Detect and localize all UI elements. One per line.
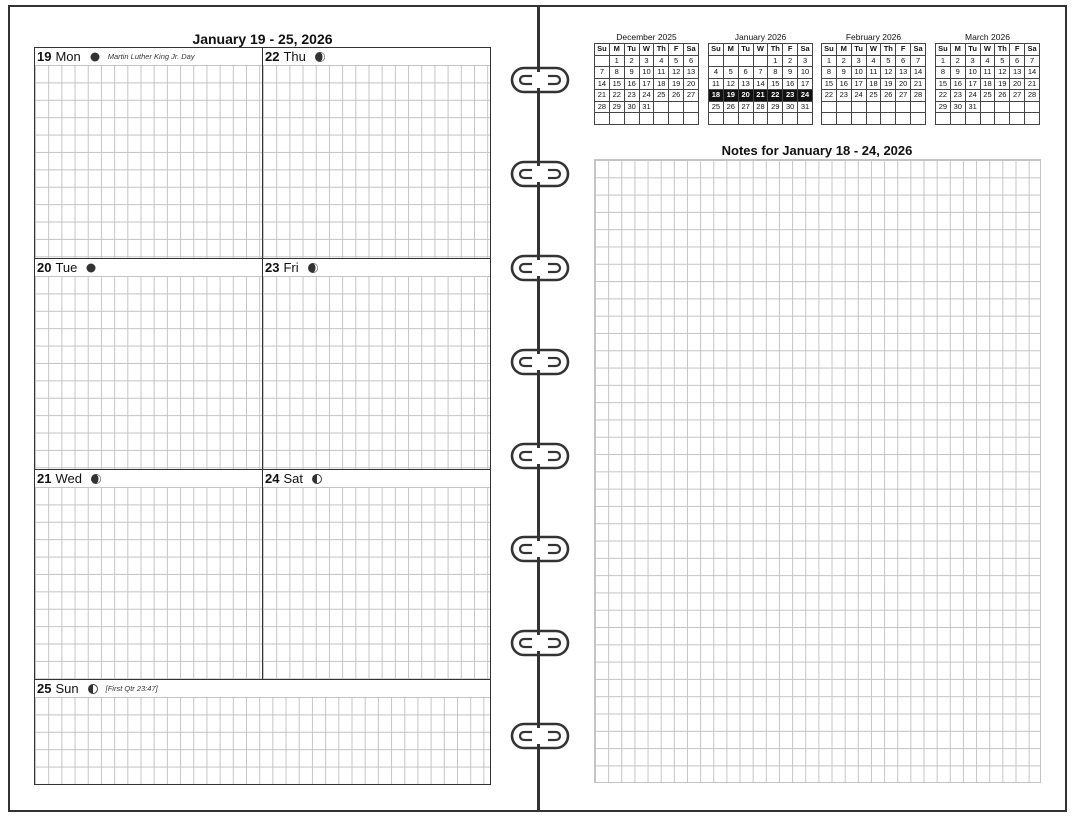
calendar-day[interactable]: 26: [881, 90, 896, 102]
weekday-header: F: [1010, 44, 1025, 56]
calendar-day: [723, 55, 738, 67]
calendar-day[interactable]: 2: [624, 55, 639, 67]
calendar-day[interactable]: 31: [639, 101, 654, 113]
weekday-header: Th: [995, 44, 1010, 56]
calendar-day[interactable]: 18: [980, 78, 995, 90]
new-moon-icon: [86, 263, 104, 273]
calendar-day: [1025, 101, 1040, 113]
calendar-day[interactable]: 27: [1010, 90, 1025, 102]
calendar-day: [836, 113, 851, 125]
weekday-header: W: [639, 44, 654, 56]
calendar-day[interactable]: 24: [965, 90, 980, 102]
calendar-day[interactable]: 1: [936, 55, 951, 67]
calendar-day: [684, 101, 699, 113]
calendar-day[interactable]: 4: [709, 67, 724, 79]
calendar-day[interactable]: 4: [654, 55, 669, 67]
day-grid[interactable]: [263, 65, 490, 258]
calendar-day: [654, 101, 669, 113]
calendar-day[interactable]: 30: [950, 101, 965, 113]
calendar-day[interactable]: 14: [753, 78, 768, 90]
day-number: 23: [265, 260, 280, 275]
mini-calendar: [821, 32, 926, 125]
calendar-day: [709, 55, 724, 67]
weekday-header: Su: [822, 44, 837, 56]
mini-calendar: [708, 32, 813, 125]
calendar-day: [836, 101, 851, 113]
day-grid[interactable]: [35, 65, 262, 258]
mini-calendar-title: February 2026: [845, 32, 902, 42]
day-note: [First Qtr 23:47]: [105, 684, 158, 693]
calendar-day[interactable]: 22: [768, 90, 783, 102]
calendar-day: [738, 113, 753, 125]
calendar-day[interactable]: 4: [980, 55, 995, 67]
calendar-day[interactable]: 1: [609, 55, 624, 67]
calendar-day[interactable]: 28: [595, 101, 610, 113]
day-box-thu[interactable]: [262, 47, 491, 259]
first-quarter-icon: [88, 684, 106, 694]
calendar-day[interactable]: 12: [995, 67, 1010, 79]
calendar-day[interactable]: 30: [783, 101, 798, 113]
weekday-header: Th: [881, 44, 896, 56]
mini-calendar-title: March 2026: [965, 32, 1010, 42]
calendar-day: [881, 101, 896, 113]
calendar-day[interactable]: 21: [753, 90, 768, 102]
calendar-day[interactable]: 10: [965, 67, 980, 79]
calendar-day[interactable]: 17: [851, 78, 866, 90]
calendar-day[interactable]: 20: [896, 78, 911, 90]
weekday-header: W: [980, 44, 995, 56]
calendar-day[interactable]: 17: [639, 78, 654, 90]
mini-calendar: [594, 32, 699, 125]
calendar-day[interactable]: 1: [768, 55, 783, 67]
calendar-day: [639, 113, 654, 125]
calendar-day[interactable]: 25: [980, 90, 995, 102]
calendar-day[interactable]: 12: [723, 78, 738, 90]
calendar-day[interactable]: 5: [723, 67, 738, 79]
calendar-day: [896, 113, 911, 125]
calendar-day: [753, 55, 768, 67]
calendar-day[interactable]: 9: [783, 67, 798, 79]
weekday-header: M: [609, 44, 624, 56]
calendar-day: [896, 101, 911, 113]
calendar-day[interactable]: 11: [654, 67, 669, 79]
calendar-day[interactable]: 23: [624, 90, 639, 102]
calendar-day: [995, 113, 1010, 125]
calendar-day[interactable]: 14: [1025, 67, 1040, 79]
calendar-day[interactable]: 3: [639, 55, 654, 67]
weekday-header: M: [723, 44, 738, 56]
calendar-day: [1025, 113, 1040, 125]
day-number: 21: [37, 471, 52, 486]
calendar-day: [866, 101, 881, 113]
calendar-day: [595, 113, 610, 125]
weekday-header: M: [950, 44, 965, 56]
calendar-day[interactable]: 6: [684, 55, 699, 67]
calendar-day: [950, 113, 965, 125]
calendar-day[interactable]: 24: [851, 90, 866, 102]
calendar-day[interactable]: 5: [669, 55, 684, 67]
calendar-day[interactable]: 18: [866, 78, 881, 90]
weekday-header: F: [896, 44, 911, 56]
mini-calendar-title: January 2026: [734, 32, 787, 42]
calendar-day[interactable]: 14: [595, 78, 610, 90]
calendar-day: [936, 113, 951, 125]
calendar-day[interactable]: 13: [738, 78, 753, 90]
calendar-day[interactable]: 18: [709, 90, 724, 102]
calendar-day[interactable]: 22: [822, 90, 837, 102]
calendar-day: [1010, 113, 1025, 125]
calendar-day[interactable]: 6: [738, 67, 753, 79]
calendar-day: [738, 55, 753, 67]
calendar-day[interactable]: 17: [965, 78, 980, 90]
weekday-header: Tu: [624, 44, 639, 56]
calendar-day[interactable]: 4: [866, 55, 881, 67]
weekday-header: Sa: [798, 44, 813, 56]
calendar-day[interactable]: 9: [836, 67, 851, 79]
day-number: 22: [265, 49, 280, 64]
day-header: [263, 259, 490, 276]
weekday-header: Sa: [684, 44, 699, 56]
calendar-day: [669, 101, 684, 113]
calendar-day[interactable]: 28: [911, 90, 926, 102]
weekday-header: W: [866, 44, 881, 56]
calendar-day[interactable]: 21: [1025, 78, 1040, 90]
day-header: [263, 48, 490, 65]
calendar-day[interactable]: 25: [866, 90, 881, 102]
calendar-day[interactable]: 12: [881, 67, 896, 79]
new-moon-icon: [90, 52, 108, 62]
calendar-day[interactable]: 24: [639, 90, 654, 102]
calendar-day: [980, 113, 995, 125]
calendar-day[interactable]: 15: [768, 78, 783, 90]
day-number: 20: [37, 260, 52, 275]
day-name: Fri: [283, 260, 299, 275]
waxing-crescent-icon: [308, 263, 326, 273]
calendar-day[interactable]: 8: [609, 67, 624, 79]
day-header: [35, 470, 262, 487]
calendar-day[interactable]: 23: [836, 90, 851, 102]
calendar-day[interactable]: 3: [965, 55, 980, 67]
calendar-day[interactable]: 22: [609, 90, 624, 102]
day-name: Mon: [55, 49, 81, 64]
calendar-day[interactable]: 21: [911, 78, 926, 90]
day-grid[interactable]: [35, 276, 262, 469]
calendar-day[interactable]: 5: [881, 55, 896, 67]
calendar-day[interactable]: 7: [1025, 55, 1040, 67]
calendar-day[interactable]: 27: [896, 90, 911, 102]
calendar-day: [881, 113, 896, 125]
day-number: 24: [265, 471, 280, 486]
calendar-day[interactable]: 14: [911, 67, 926, 79]
calendar-day: [709, 113, 724, 125]
weekday-header: Sa: [911, 44, 926, 56]
calendar-day[interactable]: 3: [851, 55, 866, 67]
calendar-day: [1010, 101, 1025, 113]
day-box-tue[interactable]: [34, 258, 263, 470]
calendar-day[interactable]: 16: [783, 78, 798, 90]
weekday-header: Th: [654, 44, 669, 56]
calendar-day[interactable]: 28: [753, 101, 768, 113]
calendar-day: [851, 113, 866, 125]
binder-ring-icon: [506, 252, 574, 284]
day-name: Sun: [55, 681, 79, 696]
binder-ring-icon: [506, 346, 574, 378]
week-title: January 19 - 25, 2026: [192, 31, 333, 47]
weekday-header: F: [669, 44, 684, 56]
calendar-day: [723, 113, 738, 125]
weekday-header: Tu: [965, 44, 980, 56]
calendar-day[interactable]: 16: [624, 78, 639, 90]
binder-ring-icon: [506, 627, 574, 659]
calendar-day[interactable]: 8: [822, 67, 837, 79]
calendar-day[interactable]: 26: [669, 90, 684, 102]
calendar-day: [980, 101, 995, 113]
day-header: [35, 680, 490, 697]
calendar-day[interactable]: 13: [896, 67, 911, 79]
calendar-day[interactable]: 23: [783, 90, 798, 102]
binder-ring-icon: [506, 64, 574, 96]
weekday-header: Tu: [738, 44, 753, 56]
mini-calendar: [935, 32, 1040, 125]
calendar-day: [669, 113, 684, 125]
calendar-day[interactable]: 28: [1025, 90, 1040, 102]
calendar-day: [753, 113, 768, 125]
calendar-day[interactable]: 10: [798, 67, 813, 79]
notes-title: Notes for January 18 - 24, 2026: [721, 143, 913, 158]
calendar-day[interactable]: 30: [624, 101, 639, 113]
calendar-day[interactable]: 19: [995, 78, 1010, 90]
calendar-day[interactable]: 25: [709, 101, 724, 113]
day-box-wed[interactable]: [34, 469, 263, 680]
calendar-day: [684, 113, 699, 125]
day-name: Tue: [55, 260, 78, 275]
calendar-day[interactable]: 22: [936, 90, 951, 102]
weekday-header: W: [753, 44, 768, 56]
binder-ring-icon: [506, 158, 574, 190]
calendar-day[interactable]: 8: [768, 67, 783, 79]
weekday-header: M: [836, 44, 851, 56]
calendar-day[interactable]: 3: [798, 55, 813, 67]
day-header: [35, 259, 262, 276]
calendar-day[interactable]: 31: [798, 101, 813, 113]
calendar-day: [995, 101, 1010, 113]
calendar-day[interactable]: 26: [723, 101, 738, 113]
calendar-day[interactable]: 16: [950, 78, 965, 90]
calendar-day[interactable]: 27: [684, 90, 699, 102]
calendar-day[interactable]: 29: [936, 101, 951, 113]
calendar-day: [851, 101, 866, 113]
calendar-day[interactable]: 11: [709, 78, 724, 90]
calendar-day[interactable]: 26: [995, 90, 1010, 102]
weekday-header: Su: [595, 44, 610, 56]
calendar-day[interactable]: 29: [768, 101, 783, 113]
calendar-day[interactable]: 15: [822, 78, 837, 90]
calendar-day[interactable]: 5: [995, 55, 1010, 67]
calendar-day[interactable]: 16: [836, 78, 851, 90]
calendar-day[interactable]: 7: [595, 67, 610, 79]
calendar-day[interactable]: 20: [684, 78, 699, 90]
day-note: Martin Luther King Jr. Day: [107, 52, 195, 61]
calendar-day[interactable]: 2: [950, 55, 965, 67]
calendar-day[interactable]: 31: [965, 101, 980, 113]
calendar-day[interactable]: 27: [738, 101, 753, 113]
calendar-day[interactable]: 19: [669, 78, 684, 90]
weekday-header: Th: [768, 44, 783, 56]
calendar-day[interactable]: 10: [851, 67, 866, 79]
calendar-day[interactable]: 7: [911, 55, 926, 67]
calendar-day[interactable]: 25: [654, 90, 669, 102]
calendar-day[interactable]: 1: [822, 55, 837, 67]
calendar-day[interactable]: 15: [936, 78, 951, 90]
day-number: 25: [37, 681, 52, 696]
calendar-day[interactable]: 6: [896, 55, 911, 67]
binder-rings: [506, 0, 574, 820]
day-box-sat[interactable]: [262, 469, 491, 680]
calendar-day: [866, 113, 881, 125]
day-grid[interactable]: [263, 487, 490, 679]
calendar-day[interactable]: 9: [624, 67, 639, 79]
calendar-day[interactable]: 13: [684, 67, 699, 79]
calendar-day[interactable]: 20: [738, 90, 753, 102]
notes-grid[interactable]: [594, 159, 1041, 783]
weekday-header: F: [783, 44, 798, 56]
calendar-day[interactable]: 17: [798, 78, 813, 90]
calendar-day[interactable]: 7: [753, 67, 768, 79]
calendar-day: [768, 113, 783, 125]
day-name: Thu: [283, 49, 306, 64]
day-name: Wed: [55, 471, 82, 486]
calendar-day[interactable]: 21: [595, 90, 610, 102]
binder-ring-icon: [506, 440, 574, 472]
calendar-day[interactable]: 2: [836, 55, 851, 67]
waxing-crescent-icon: [91, 474, 109, 484]
first-quarter-icon: [312, 474, 330, 484]
calendar-day[interactable]: 6: [1010, 55, 1025, 67]
calendar-day[interactable]: 24: [798, 90, 813, 102]
day-header: [263, 470, 490, 487]
calendar-day[interactable]: 29: [609, 101, 624, 113]
calendar-day: [822, 113, 837, 125]
day-grid[interactable]: [35, 697, 490, 784]
binder-ring-icon: [506, 720, 574, 752]
calendar-day[interactable]: 11: [866, 67, 881, 79]
calendar-day[interactable]: 10: [639, 67, 654, 79]
calendar-day: [624, 113, 639, 125]
day-grid[interactable]: [263, 276, 490, 469]
calendar-day[interactable]: 23: [950, 90, 965, 102]
day-name: Sat: [283, 471, 303, 486]
calendar-day: [911, 101, 926, 113]
calendar-day[interactable]: 13: [1010, 67, 1025, 79]
calendar-day[interactable]: 19: [881, 78, 896, 90]
day-number: 19: [37, 49, 52, 64]
calendar-day[interactable]: 11: [980, 67, 995, 79]
calendar-day[interactable]: 15: [609, 78, 624, 90]
calendar-day: [609, 113, 624, 125]
calendar-day[interactable]: 19: [723, 90, 738, 102]
weekday-header: Tu: [851, 44, 866, 56]
calendar-day: [911, 113, 926, 125]
calendar-day: [654, 113, 669, 125]
calendar-day: [822, 101, 837, 113]
calendar-day: [783, 113, 798, 125]
calendar-day[interactable]: 20: [1010, 78, 1025, 90]
calendar-day[interactable]: 2: [783, 55, 798, 67]
binder-ring-icon: [506, 533, 574, 565]
calendar-day[interactable]: 8: [936, 67, 951, 79]
calendar-day[interactable]: 18: [654, 78, 669, 90]
calendar-day: [595, 55, 610, 67]
weekday-header: Sa: [1025, 44, 1040, 56]
day-grid[interactable]: [35, 487, 262, 679]
waxing-crescent-icon: [315, 52, 333, 62]
day-header: [35, 48, 262, 65]
day-box-sun[interactable]: [34, 679, 491, 785]
weekday-header: Su: [709, 44, 724, 56]
day-box-fri[interactable]: [262, 258, 491, 470]
mini-calendar-title: December 2025: [616, 32, 677, 42]
calendar-day[interactable]: 12: [669, 67, 684, 79]
weekday-header: Su: [936, 44, 951, 56]
calendar-day: [965, 113, 980, 125]
day-box-mon[interactable]: [34, 47, 263, 259]
calendar-day[interactable]: 9: [950, 67, 965, 79]
calendar-day: [798, 113, 813, 125]
